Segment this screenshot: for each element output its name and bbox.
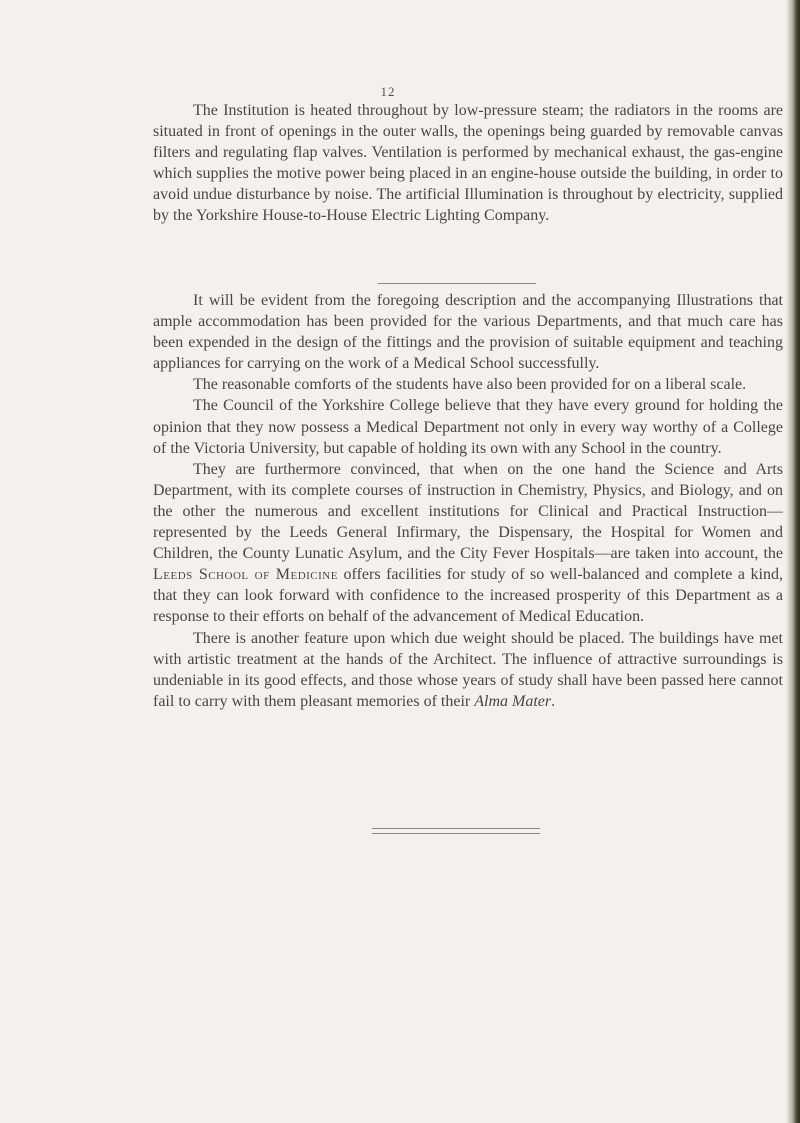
alma-mater: Alma Mater bbox=[474, 692, 552, 710]
paragraph-heating: The Institution is heated throughout by low-pressure steam; the radiators in the rooms are situated in front of openings in the outer walls, the openings being guarded by removable canvas filters and regulating flap valves. Ventilation is performed by mechanical exhaust, the gas-engine which supplies the motive power being placed in an engine-house outside the building, in order to avoid undue disturbance by noise. The artificial Illumination is throughout by electricity, supplied by the Yorkshire House-to-House Electric Lighting Company. bbox=[153, 102, 783, 225]
paragraph-institutions bbox=[153, 459, 783, 628]
section-conclusion bbox=[153, 290, 783, 712]
page-edge-shadow bbox=[786, 0, 800, 1123]
paragraph-architecture bbox=[153, 628, 783, 712]
end-ornament-rule bbox=[372, 828, 540, 834]
page-number: 12 bbox=[380, 84, 396, 99]
institutions-text-end: offers facilities for study of so well-balanced and complete a kind, that they can look forward with confidence to the increased prosperity of this Department as a response to their efforts on behalf of the advancement of Medical Education. bbox=[153, 566, 783, 626]
institutions-text-start: They are furthermore convinced, that when on the one hand the Science and Arts Department, with its complete courses of instruction in Chemistry, Physics, and Biology, and on the other the numerous and excellent institutions for Clinical and Practical Instruction—represented by the Leeds General Infirmary, the Dispensary, the Hospital for Women and Children, the County Lunatic Asylum, and the City Fever Hospitals—are taken into account, the bbox=[153, 460, 783, 563]
section-ventilation bbox=[153, 100, 783, 227]
paragraph-comforts: The reasonable comforts of the students have also been provided for on a liberal scale. bbox=[193, 376, 747, 394]
architecture-end: . bbox=[551, 692, 556, 710]
paragraph-accommodation: It will be evident from the foregoing description and the accompanying Illustrations that ample accommodation has been provided for the various Departments, and that much care has been expended in the design of the fittings and the provision of suitable equipment and teaching appliances for carrying on the work of a Medical School successfully. bbox=[153, 292, 783, 373]
architecture-text: There is another feature upon which due weight should be placed. The buildings have met with artistic treatment at the hands of the Architect. The influence of attractive surroundings is undeniable in its good effects, and those whose years of study shall have been passed here cannot fail to carry with them pleasant memories of their bbox=[153, 629, 783, 710]
section-divider bbox=[378, 283, 536, 284]
paragraph-council: The Council of the Yorkshire College believe that they have every ground for holding the opinion that they now possess a Medical Department not only in every way worthy of a College of the Victoria University, but capable of holding its own with any School in the country. bbox=[153, 397, 783, 457]
school-name: Leeds School of Medicine bbox=[153, 566, 338, 584]
